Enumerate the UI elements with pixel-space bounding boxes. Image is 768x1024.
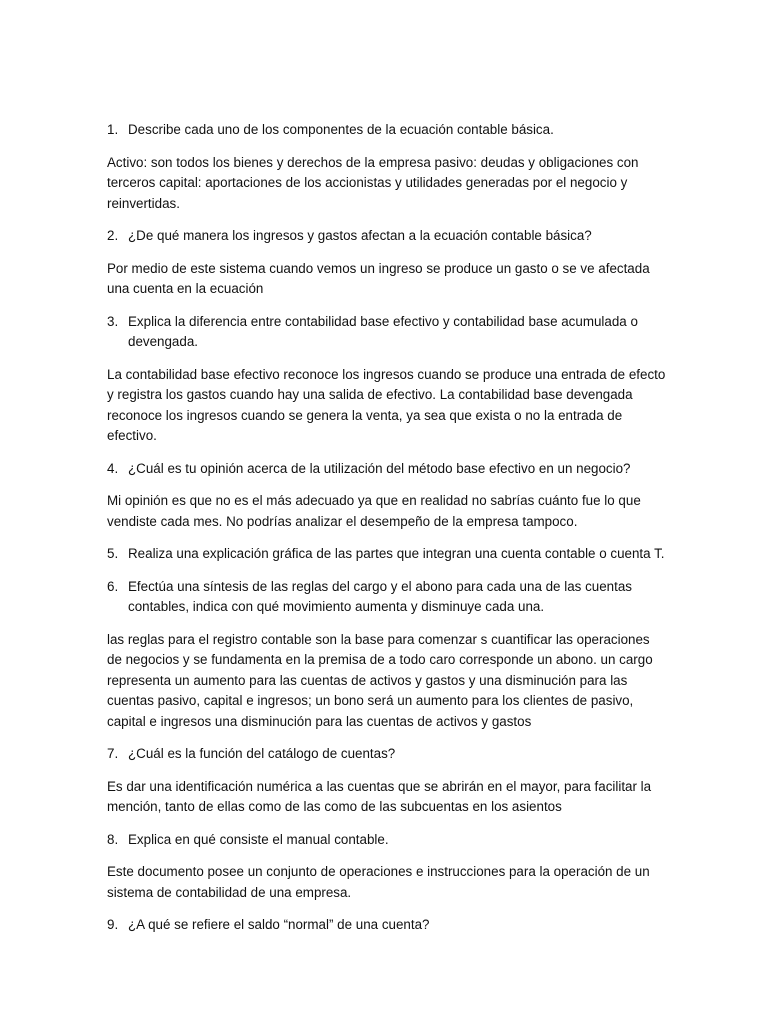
- question-7: [107, 744, 668, 765]
- question-number: 9.: [107, 917, 119, 932]
- answer-6: las reglas para el registro contable son la base para comenzar s cuantificar las operaciones de negocios y se fundamenta en la premisa de a todo caro corresponde un abono. un cargo representa un aumento para las cuentas de activos y gastos y una disminución para las cuentas pasivo, capital e ingresos; un bono será un aumento para los clientes de pasivo, capital e ingresos una disminución para las cuentas de activos y gastos: [107, 631, 653, 729]
- question-text: ¿De qué manera los ingresos y gastos afectan a la ecuación contable básica?: [128, 228, 592, 243]
- question-1: [107, 120, 668, 141]
- answer-1: Activo: son todos los bienes y derechos de la empresa pasivo: deudas y obligaciones con terceros capital: aportaciones de los accionistas y utilidades generadas por el negocio y reinvertidas.: [107, 154, 639, 211]
- question-text: ¿Cuál es la función del catálogo de cuentas?: [128, 746, 396, 761]
- answer-3: La contabilidad base efectivo reconoce los ingresos cuando se produce una entrada de efecto y registra los gastos cuando hay una salida de efectivo. La contabilidad base devengada reconoce los ingresos cuando se genera la venta, ya sea que exista o no la entrada de efectivo.: [107, 366, 666, 443]
- question-5: [107, 544, 668, 565]
- answer-2: Por medio de este sistema cuando vemos un ingreso se produce un gasto o se ve afectada una cuenta en la ecuación: [107, 260, 650, 296]
- question-number: 1.: [107, 122, 119, 137]
- question-number: 8.: [107, 831, 119, 847]
- answer-8: Este documento posee un conjunto de operaciones e instrucciones para la operación de un sistema de contabilidad de una empresa.: [107, 864, 650, 900]
- question-text: Describe cada uno de los componentes de la ecuación contable básica.: [128, 122, 554, 137]
- question-text: ¿A qué se refiere el saldo “normal” de una cuenta?: [128, 917, 430, 932]
- question-text: Efectúa una síntesis de las reglas del cargo y el abono para cada una de las cuentas contables, indica con qué movimiento aumenta y disminuye cada una.: [128, 578, 632, 614]
- answer-4: Mi opinión es que no es el más adecuado ya que en realidad no sabrías cuánto fue lo que vendiste cada mes. No podrías analizar el desempeño de la empresa tampoco.: [107, 493, 641, 529]
- question-3: [107, 312, 668, 353]
- question-text: Explica en qué consiste el manual contable.: [128, 831, 389, 847]
- answer-7: Es dar una identificación numérica a las cuentas que se abrirán en el mayor, para facilitar la mención, tanto de ellas como de las como de las subcuentas en los asientos: [107, 778, 652, 814]
- question-9: [107, 915, 668, 936]
- question-8: [107, 830, 668, 851]
- question-text: Realiza una explicación gráfica de las partes que integran una cuenta contable o cuenta T.: [128, 546, 665, 561]
- question-4: [107, 459, 668, 480]
- question-6: [107, 577, 668, 618]
- question-text: ¿Cuál es tu opinión acerca de la utilización del método base efectivo en un negocio?: [128, 460, 631, 476]
- question-number: 7.: [107, 746, 119, 761]
- question-number: 4.: [107, 460, 119, 476]
- question-number: 6.: [107, 578, 119, 594]
- question-number: 2.: [107, 228, 119, 243]
- question-number: 3.: [107, 313, 119, 329]
- question-number: 5.: [107, 546, 119, 561]
- question-text: Explica la diferencia entre contabilidad base efectivo y contabilidad base acumulada o devengada.: [128, 313, 638, 349]
- question-2: [107, 226, 668, 247]
